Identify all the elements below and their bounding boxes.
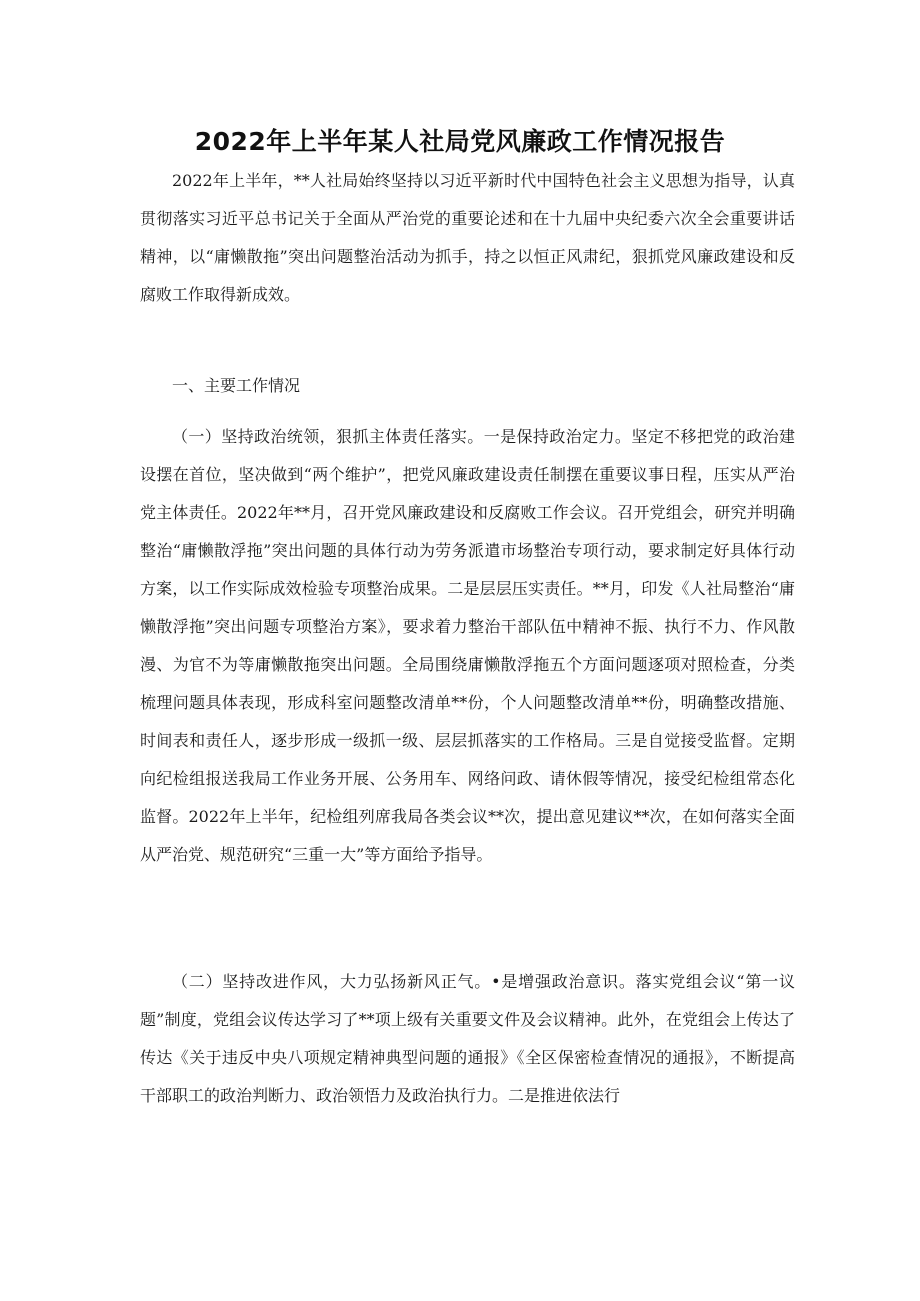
section-heading: 一、主要工作情况 <box>172 376 301 395</box>
intro-paragraph: 2022年上半年，**人社局始终坚持以习近平新时代中国特色社会主义思想为指导，认真贯彻落实习近平总书记关于全面从严治党的重要论述和在十九届中央纪委六次全会重要讲话精神，以“庸懒散拖”突出问题整治活动为抓手，持之以恒正风肃纪，狠抓党风廉政建设和反腐败工作取得新成效。 <box>140 171 795 304</box>
document-title: 2022年上半年某人社局党风廉政工作情况报告 <box>194 127 726 156</box>
paragraph-work-style: （二）坚持改进作风，大力弘扬新风正气。•是增强政治意识。落实党组会议“第一议题”制度，党组会议传达学习了**项上级有关重要文件及会议精神。此外，在党组会上传达了传达《关于违反中央八项规定精神典型问题的通报》《全区保密检查情况的通报》，不断提高干部职工的政治判断力、政治领悟力及政治执行力。二是推进依法行 <box>140 972 795 1105</box>
paragraph-political-leadership: （一）坚持政治统领，狠抓主体责任落实。一是保持政治定力。坚定不移把党的政治建设摆在首位，坚决做到“两个维护”，把党风廉政建设责任制摆在重要议事日程，压实从严治党主体责任。2022年**月，召开党风廉政建设和反腐败工作会议。召开党组会，研究并明确整治“庸懒散浮拖”突出问题的具体行动为劳务派遣市场整治专项行动，要求制定好具体行动方案，以工作实际成效检验专项整治成果。二是层层压实责任。**月，印发《人社局整治“庸懒散浮拖”突出问题专项整治方案》，要求着力整治干部队伍中精神不振、执行不力、作风散漫、为官不为等庸懒散拖突出问题。全局围绕庸懒散浮拖五个方面问题逐项对照检查，分类梳理问题具体表现，形成科室问题整改清单**份，个人问题整改清单**份，明确整改措施、时间表和责任人，逐步形成一级抓一级、层层抓落实的工作格局。三是自觉接受监督。定期向纪检组报送我局工作业务开展、公务用车、网络问政、请休假等情况，接受纪检组常态化监督。2022年上半年，纪检组列席我局各类会议**次，提出意见建议**次，在如何落实全面从严治党、规范研究“三重一大”等方面给予指导。 <box>140 427 795 864</box>
